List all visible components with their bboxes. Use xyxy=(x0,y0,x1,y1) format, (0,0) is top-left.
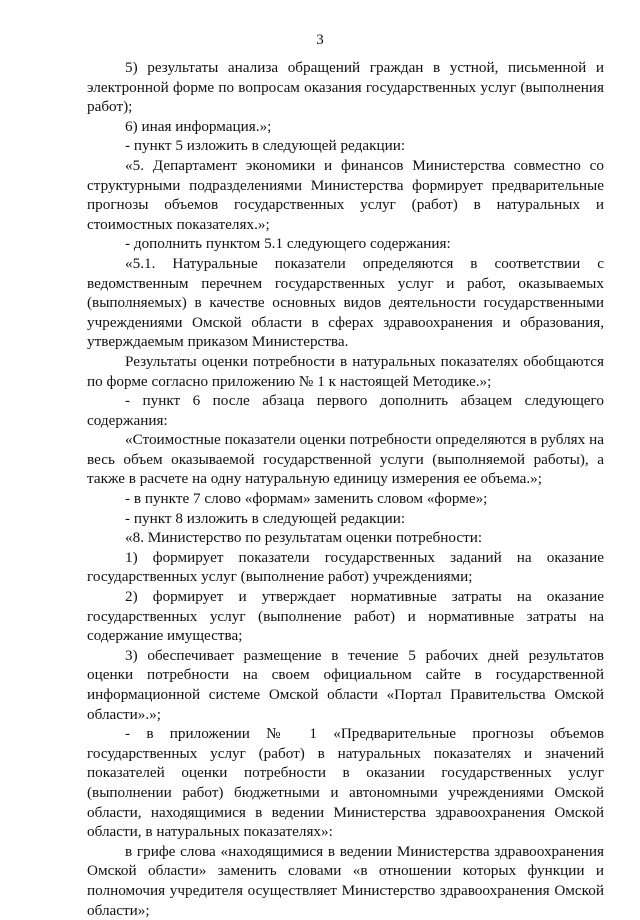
paragraph-point-8-item-2: 2) формирует и утверждает нормативные затраты на оказание государственных услуг (выполнение работ) и нормативные затраты на содержание имущества; xyxy=(87,588,604,645)
paragraph-results-summary: Результаты оценки потребности в натуральных показателях обобщаются по форме согласно приложению № 1 к настоящей Методике.»; xyxy=(87,352,604,390)
paragraph-appendix-1: - в приложении № 1 «Предварительные прогнозы объемов государственных услуг (работ) в натуральных показателях и значений показателей оценки потребности в оказании государственных услуг (выполнении работ) бюджетными и автономными учреждениями Омской области, находящимися в ведении Министерства здравоохранения Омской области, в натуральных показателях»: xyxy=(87,725,604,841)
page-number: 3 xyxy=(316,32,324,48)
paragraph-point-8-item-3: 3) обеспечивает размещение в течение 5 рабочих дней результатов оценки потребности на своем официальном сайте в государственной информационной системе Омской области «Портал Правительства Омской области».»; xyxy=(87,646,604,723)
paragraph-point-8-item-1: 1) формирует показатели государственных заданий на оказание государственных услуг (выполнение работ) учреждениями; xyxy=(87,548,604,586)
paragraph-amend-point-5: - пункт 5 изложить в следующей редакции: xyxy=(125,137,406,155)
paragraph-amend-point-6: - пункт 6 после абзаца первого дополнить абзацем следующего содержания: xyxy=(87,392,604,429)
paragraph-item-6: 6) иная информация.»; xyxy=(125,117,272,135)
paragraph-amend-point-7: - в пункте 7 слово «формам» заменить словом «форме»; xyxy=(125,490,488,508)
paragraph-add-point-5-1: - дополнить пунктом 5.1 следующего содержания: xyxy=(125,235,451,253)
paragraph-amend-point-8: - пункт 8 изложить в следующей редакции: xyxy=(125,509,406,527)
paragraph-point-5-1-text: «5.1. Натуральные показатели определяются в соответствии с ведомственным перечнем государственных услуг и работ, оказываемых (выполняемых) в качестве основных видов деятельности государственными учреждениями Омской области в сферах здравоохранения и образования, утверждаемым приказом Министерства. xyxy=(87,254,604,351)
paragraph-heading-stamp: в грифе слова «находящимися в ведении Министерства здравоохранения Омской области» заменить словами «в отношении которых функции и полномочия учредителя осуществляет Министерство здравоохранения Омской области»; xyxy=(87,842,604,919)
document-body xyxy=(87,58,604,920)
paragraph-item-5: 5) результаты анализа обращений граждан в устной, письменной и электронной форме по вопросам оказания государственных услуг (выполнения работ); xyxy=(87,59,604,116)
paragraph-point-8-text: «8. Министерство по результатам оценки потребности: xyxy=(125,529,483,547)
paragraph-cost-indicators: «Стоимостные показатели оценки потребности определяются в рублях на весь объем оказываемой государственной услуги (выполняемой работы), а также в расчете на одну натуральную единицу измерения ее объема.»; xyxy=(87,431,604,488)
paragraph-point-5-text: «5. Департамент экономики и финансов Министерства совместно со структурными подразделениями Министерства формирует предварительные прогнозы объемов государственных услуг (работ) в натуральных и стоимостных показателях.»; xyxy=(87,156,604,233)
